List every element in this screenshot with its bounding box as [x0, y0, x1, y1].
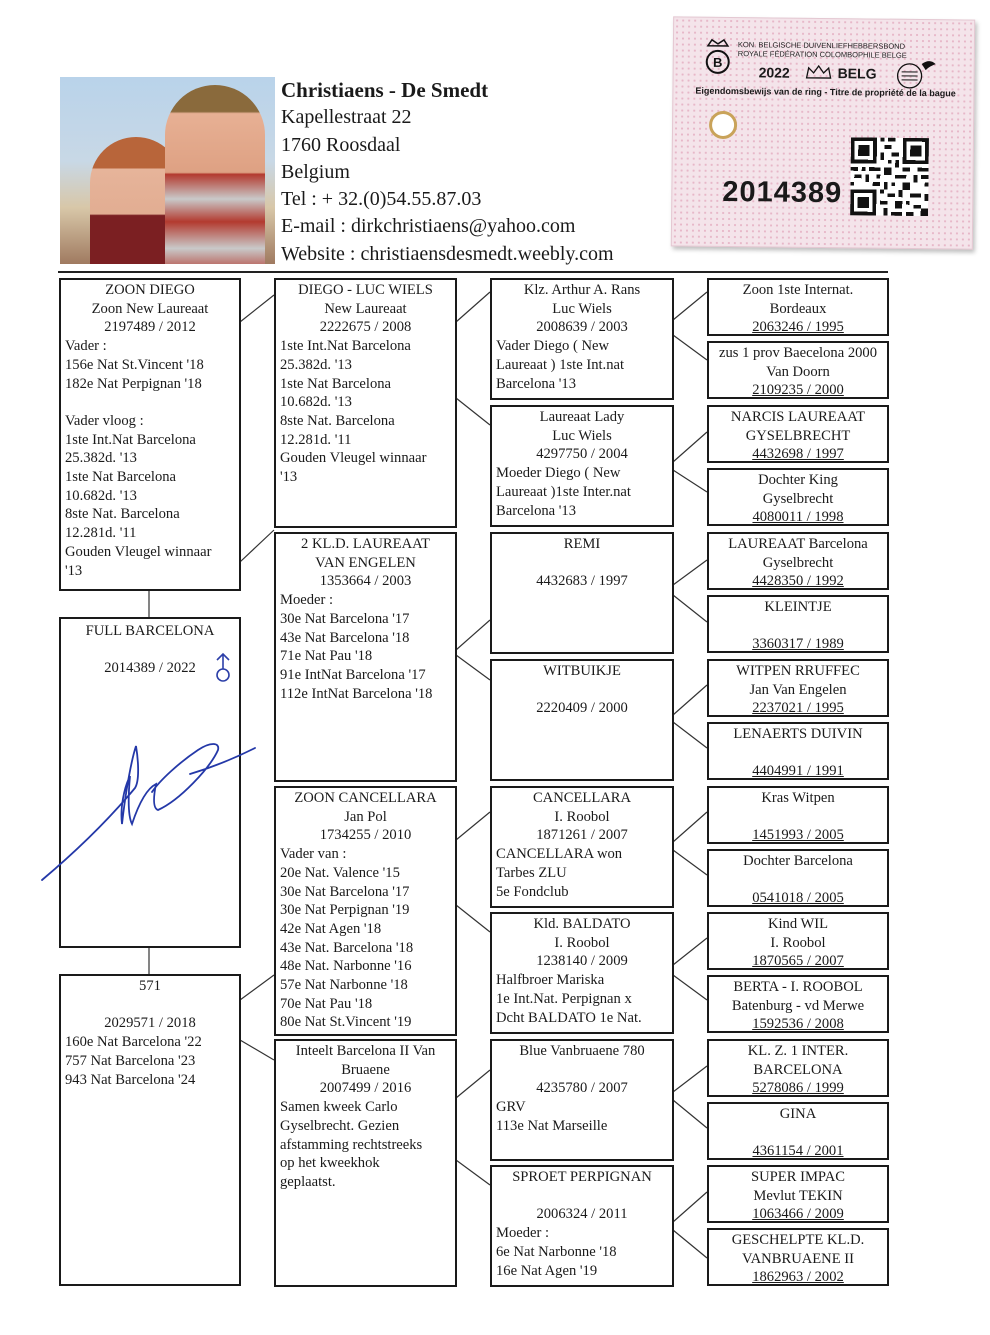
dam-sire-sire-box: [490, 786, 674, 908]
pedigree-line: 1238140 / 2009: [536, 953, 628, 970]
pedigree-line: NARCIS LAUREAAT: [730, 409, 866, 425]
pedigree-line: Gouden Vleugel winnaar: [280, 450, 427, 467]
pedigree-line: 1e Int.Nat. Perpignan x: [496, 990, 632, 1007]
pedigree-line: 2197489 / 2012: [104, 319, 196, 336]
pedigree-line: 1592536 / 2008: [752, 1016, 844, 1033]
ancestor-box-8: [707, 722, 889, 780]
email: E-mail : dirkchristiaens@yahoo.com: [281, 215, 576, 238]
ancestor-box-3: [707, 405, 889, 463]
pedigree-line: 71e Nat Pau '18: [280, 648, 373, 665]
sire-sire-box: [274, 278, 457, 528]
sire-box: [59, 278, 241, 591]
pedigree-line: 757 Nat Barcelona '23: [65, 1052, 196, 1069]
pedigree-line: [709, 808, 887, 827]
pedigree-line: BARCELONA: [753, 1061, 843, 1078]
pedigree-line: 2007499 / 2016: [319, 1080, 412, 1097]
pedigree-line: 571: [139, 978, 161, 994]
pedigree-line: LAUREAAT Barcelona: [728, 536, 868, 552]
ancestor-box-5: [707, 532, 889, 590]
pedigree-line: 4080011 / 1998: [752, 509, 844, 526]
pedigree-line: Jan Van Engelen: [749, 681, 847, 698]
pedigree-line: Samen kweek Carlo: [280, 1099, 398, 1116]
ancestor-box-10: [707, 849, 889, 907]
pedigree-line: 70e Nat Pau '18: [280, 995, 373, 1012]
pedigree-line: Gouden Vleugel winnaar: [65, 543, 212, 560]
ancestor-box-14: [707, 1102, 889, 1160]
ancestor-box-1: [707, 278, 889, 336]
pedigree-line: 2063246 / 1995: [752, 319, 844, 336]
ancestor-box-11: [707, 912, 889, 970]
pedigree-line: '13: [65, 562, 83, 579]
pedigree-line: ZOON CANCELLARA: [294, 790, 437, 806]
pedigree-line: 1ste Int.Nat Barcelona: [280, 338, 411, 355]
pedigree-line: 5278086 / 1999: [752, 1080, 844, 1097]
ancestor-box-13: [707, 1039, 889, 1097]
ancestor-box-4: [707, 468, 889, 526]
pedigree-line: [492, 1187, 672, 1206]
pedigree-line: [709, 617, 887, 636]
subject-name: FULL BARCELONA: [85, 623, 215, 639]
pedigree-line: SPROET PERPIGNAN: [512, 1169, 652, 1185]
pedigree-line: Laureaat ) 1ste Int.nat: [496, 356, 625, 373]
pedigree-line: GESCHELPTE KL.D.: [731, 1232, 865, 1248]
pedigree-line: 25.382d. '13: [280, 356, 352, 373]
pedigree-line: [709, 871, 887, 890]
pedigree-line: 4235780 / 2007: [536, 1080, 628, 1097]
pedigree-line: 1ste Int.Nat Barcelona: [65, 431, 196, 448]
pedigree-line: 112e IntNat Barcelona '18: [280, 685, 433, 702]
ring-year: 2022: [758, 64, 790, 81]
pedigree-line: 1353664 / 2003: [319, 573, 412, 590]
dam-dam-sire-box: [490, 1039, 674, 1161]
pedigree-line: [61, 996, 239, 1015]
pedigree-line: Zoon New Laureaat: [91, 300, 209, 317]
ring-number: 2014389: [722, 175, 843, 210]
ancestor-box-9: [707, 786, 889, 844]
pedigree-line: 10.682d. '13: [65, 487, 137, 504]
pedigree-line: 1734255 / 2010: [319, 827, 412, 844]
pedigree-line: Bordeaux: [769, 300, 827, 317]
pedigree-line: [709, 744, 887, 763]
pedigree-line: KLEINTJE: [764, 599, 832, 615]
pedigree-line: [61, 393, 239, 412]
pedigree-line: GYSELBRECHT: [745, 427, 851, 444]
pedigree-line: GRV: [496, 1099, 526, 1116]
dam-sire-dam-box: [490, 912, 674, 1034]
pedigree-line: Dochter Barcelona: [743, 853, 853, 869]
pedigree-line: CANCELLARA: [532, 790, 632, 806]
pedigree-line: 43e Nat. Barcelona '18: [280, 939, 414, 956]
subject-ring: 2014389 / 2022: [104, 660, 196, 677]
telephone: Tel : + 32.(0)54.55.87.03: [281, 188, 482, 211]
pedigree-line: 4428350 / 1992: [752, 573, 844, 590]
pedigree-line: 1862963 / 2002: [752, 1269, 844, 1286]
pedigree-line: 4361154 / 2001: [752, 1143, 844, 1160]
pedigree-line: Zoon 1ste Internat.: [742, 282, 854, 298]
pedigree-line: 25.382d. '13: [65, 450, 137, 467]
male-symbol-icon: [208, 651, 238, 685]
pedigree-line: Jan Pol: [344, 808, 387, 825]
pedigree-line: 2008639 / 2003: [536, 319, 628, 336]
pedigree-line: 57e Nat Narbonne '18: [280, 977, 408, 994]
pedigree-line: Blue Vanbruaene 780: [519, 1043, 645, 1059]
pedigree-line: 113e Nat Marseille: [496, 1117, 608, 1134]
pedigree-line: 10.682d. '13: [280, 394, 352, 411]
dam-box: [59, 974, 241, 1286]
pedigree-line: 12.281d. '11: [65, 525, 137, 542]
pedigree-line: Dcht BALDATO 1e Nat.: [496, 1009, 642, 1026]
pedigree-line: 1871261 / 2007: [536, 827, 628, 844]
pedigree-line: I. Roobol: [770, 934, 826, 951]
address: Kapellestraat 22: [281, 106, 412, 129]
pedigree-line: Bruaene: [341, 1061, 390, 1078]
pedigree-line: 16e Nat Agen '19: [496, 1262, 598, 1279]
pedigree-line: VAN ENGELEN: [315, 554, 416, 571]
pedigree-line: 1870565 / 2007: [752, 953, 844, 970]
ancestor-box-12: [707, 975, 889, 1033]
pedigree-line: REMI: [563, 536, 601, 552]
ownership-title: Eigendomsbewijs van de ring - Titre de propriété de la bague: [695, 85, 956, 99]
pedigree-line: Laureaat )1ste Inter.nat: [496, 483, 631, 500]
pedigree-line: Tarbes ZLU: [496, 864, 567, 881]
sire-sire-dam-box: [490, 405, 674, 527]
pedigree-line: 3360317 / 1989: [752, 636, 844, 653]
ancestor-box-7: [707, 659, 889, 717]
pedigree-line: 12.281d. '11: [280, 431, 352, 448]
pedigree-line: 2006324 / 2011: [536, 1206, 628, 1223]
pedigree-line: Vader Diego ( New: [496, 338, 610, 355]
pedigree-line: Luc Wiels: [552, 300, 612, 317]
pedigree-line: 156e Nat St.Vincent '18: [65, 356, 204, 373]
pedigree-line: ZOON DIEGO: [105, 282, 195, 298]
pedigree-line: DIEGO - LUC WIELS: [298, 282, 433, 298]
pedigree-line: op het kweekhok: [280, 1155, 380, 1172]
pedigree-line: 1ste Nat Barcelona: [280, 375, 392, 392]
pedigree-line: 1451993 / 2005: [752, 827, 844, 844]
pedigree-line: '13: [280, 469, 298, 486]
pedigree-line: Kras Witpen: [761, 790, 835, 806]
pedigree-line: [492, 554, 672, 573]
pedigree-line: 4432683 / 1997: [536, 573, 628, 590]
pedigree-line: Dochter King: [758, 472, 838, 488]
pedigree-line: 6e Nat Narbonne '18: [496, 1243, 617, 1260]
dam-sire-box: [274, 786, 457, 1036]
pedigree-line: 4297750 / 2004: [536, 446, 628, 463]
city: 1760 Roosdaal: [281, 133, 401, 156]
pedigree-line: SUPER IMPAC: [751, 1169, 845, 1185]
ancestor-box-15: [707, 1165, 889, 1223]
pedigree-line: Moeder :: [280, 592, 334, 609]
loft-name: Christiaens - De Smedt: [281, 78, 489, 102]
pedigree-line: GINA: [779, 1106, 817, 1122]
pedigree-line: 42e Nat Agen '18: [280, 920, 382, 937]
pedigree-line: afstamming rechtstreeks: [280, 1136, 423, 1153]
pedigree-line: Mevlut TEKIN: [753, 1187, 843, 1204]
pedigree-line: 160e Nat Barcelona '22: [65, 1034, 202, 1051]
pedigree-line: Inteelt Barcelona II Van: [295, 1043, 436, 1059]
pedigree-line: 1ste Nat Barcelona: [65, 469, 177, 486]
pedigree-line: Vader vloog :: [65, 412, 144, 429]
pedigree-line: 80e Nat St.Vincent '19: [280, 1014, 412, 1031]
pedigree-line: Gyselbrecht. Gezien: [280, 1117, 400, 1134]
pedigree-line: 2 KL.D. LAUREAAT: [301, 536, 430, 552]
pedigree-line: New Laureaat: [324, 300, 407, 317]
pedigree-line: 48e Nat. Narbonne '16: [280, 958, 412, 975]
pedigree-line: KL. Z. 1 INTER.: [747, 1043, 849, 1059]
pedigree-line: Moeder Diego ( New: [496, 465, 621, 482]
pedigree-line: 43e Nat Barcelona '18: [280, 629, 410, 646]
ancestor-box-16: [707, 1228, 889, 1286]
pedigree-line: [709, 1124, 887, 1143]
website: Website : christiaensdesmedt.weebly.com: [281, 242, 614, 265]
sire-dam-box: [274, 532, 457, 782]
pedigree-line: Halfbroer Mariska: [496, 972, 605, 989]
pedigree-line: 8ste Nat. Barcelona: [65, 506, 180, 523]
federation-name: KON. BELGISCHE DUIVENLIEFHEBBERSBOND ROYALE FÉDÉRATION COLOMBOPHILE BELGE: [737, 40, 907, 60]
pedigree-line: 8ste Nat. Barcelona: [280, 412, 395, 429]
pedigree-line: 4432698 / 1997: [752, 446, 844, 463]
pedigree-line: 30e Nat Barcelona '17: [280, 883, 410, 900]
pedigree-line: 91e IntNat Barcelona '17: [280, 666, 426, 683]
pedigree-line: 30e Nat Barcelona '17: [280, 610, 410, 627]
pedigree-line: CANCELLARA won: [496, 846, 623, 863]
pedigree-line: [492, 1061, 672, 1080]
pedigree-line: VANBRUAENE II: [741, 1250, 855, 1267]
pedigree-line: WITPEN RRUFFEC: [736, 663, 860, 679]
sire-dam-sire-box: [490, 532, 674, 654]
pedigree-line: zus 1 prov Baecelona 2000: [718, 345, 878, 361]
pedigree-line: Kld. BALDATO: [533, 916, 631, 932]
pedigree-line: Kind WIL: [767, 916, 829, 932]
sire-dam-dam-box: [490, 659, 674, 781]
dam-dam-box: [274, 1039, 457, 1287]
pedigree-line: 2222675 / 2008: [319, 319, 412, 336]
country: Belgium: [281, 160, 350, 183]
pedigree-line: Van Doorn: [766, 363, 830, 380]
pedigree-line: 4404991 / 1991: [752, 763, 844, 780]
pedigree-line: 5e Fondclub: [496, 883, 569, 900]
pedigree-line: LENAERTS DUIVIN: [733, 726, 863, 742]
pedigree-line: Barcelona '13: [496, 502, 577, 519]
pedigree-line: BERTA - I. ROOBOL: [733, 979, 863, 995]
pedigree-line: Vader :: [65, 338, 107, 355]
pedigree-line: Batenburg - vd Merwe: [731, 997, 865, 1014]
pedigree-line: Luc Wiels: [552, 427, 612, 444]
pedigree-line: I. Roobol: [554, 934, 610, 951]
pedigree-line: 1063466 / 2009: [752, 1206, 844, 1223]
ancestor-box-2: [707, 341, 889, 399]
ring-country: BELG: [837, 65, 877, 82]
pedigree-line: Vader van :: [280, 846, 347, 863]
pedigree-line: 943 Nat Barcelona '24: [65, 1071, 196, 1088]
pedigree-line: Moeder :: [496, 1225, 550, 1242]
pedigree-line: I. Roobol: [554, 808, 610, 825]
svg-text:B: B: [712, 54, 723, 70]
signature-icon: [40, 728, 270, 888]
pedigree-line: 2029571 / 2018: [104, 1015, 196, 1032]
ancestor-box-6: [707, 595, 889, 653]
pedigree-line: Gyselbrecht: [762, 490, 834, 507]
pedigree-line: [492, 681, 672, 700]
pedigree-line: WITBUIKJE: [543, 663, 621, 679]
pedigree-line: 2237021 / 1995: [752, 700, 844, 717]
pedigree-line: 0541018 / 2005: [752, 890, 844, 907]
pedigree-line: 2220409 / 2000: [536, 700, 628, 717]
pedigree-line: 182e Nat Perpignan '18: [65, 375, 202, 392]
pedigree-line: 30e Nat Perpignan '19: [280, 902, 410, 919]
dam-dam-dam-box: [490, 1165, 674, 1287]
pedigree-line: Klz. Arthur A. Rans: [523, 282, 641, 298]
pedigree-line: 20e Nat. Valence '15: [280, 864, 400, 881]
pedigree-line: Gyselbrecht: [762, 554, 834, 571]
pedigree-line: geplaatst.: [280, 1173, 336, 1190]
sire-sire-sire-box: [490, 278, 674, 400]
pedigree-line: 2109235 / 2000: [752, 382, 844, 399]
pedigree-line: Laureaat Lady: [539, 409, 625, 425]
pedigree-line: Barcelona '13: [496, 375, 577, 392]
